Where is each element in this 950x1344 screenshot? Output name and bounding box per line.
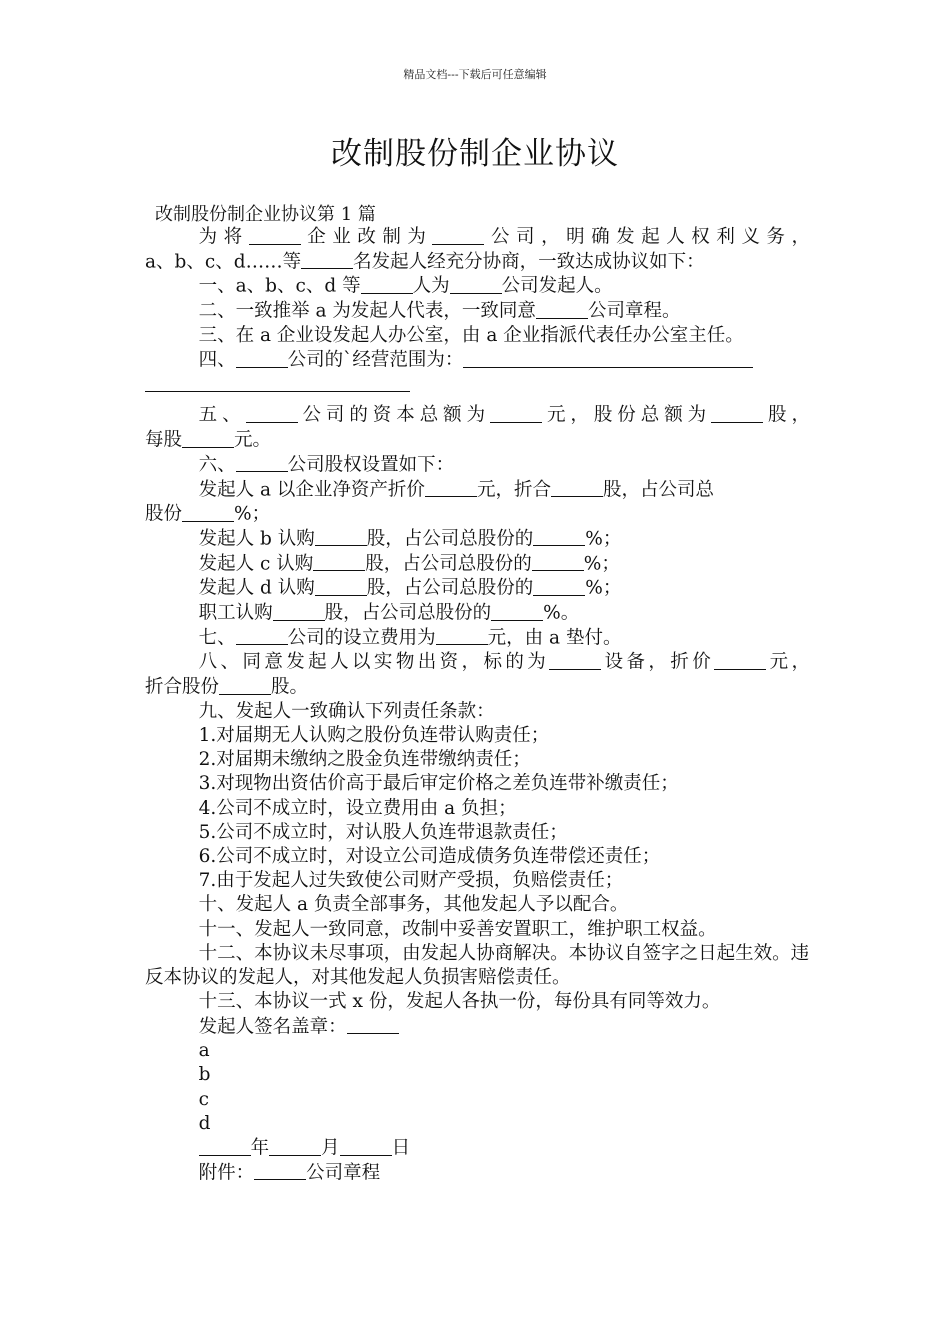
- intro-line-1: 为将 企业改制为 公司，明确发起人权利义务，: [198, 226, 810, 248]
- signatory-a: a: [198, 1040, 210, 1062]
- clause-9: 九、发起人一致确认下列责任条款：: [198, 700, 495, 722]
- clause-9-item-5: 5.公司不成立时，对认股人负连带退款责任；: [198, 821, 568, 843]
- blank: [236, 453, 288, 473]
- blank: [315, 576, 367, 596]
- blank: [532, 552, 584, 572]
- clause-6-c: 发起人 c 认购 股，占公司总股份的 %；: [198, 553, 620, 575]
- clause-6-a: 发起人 a 以企业净资产折价 元，折合 股，占公司总 股份 %；: [145, 479, 714, 525]
- clause-4-continuation: [145, 373, 810, 404]
- date-line: 年 月 日: [145, 1136, 810, 1161]
- clause-5: [145, 403, 810, 452]
- clause-5-line-1: 五、 公司的资本总额为 元，股份总额为 股，: [198, 404, 810, 426]
- blank: [236, 626, 288, 646]
- clause-4: 四、 公司的`经营范围为：: [145, 348, 810, 373]
- blank: [463, 348, 753, 368]
- document-title: 改制股份制企业协议: [331, 136, 619, 172]
- page-header: 精品文档---下载后可任意编辑: [403, 68, 547, 81]
- clause-9-item-1: 1.对届期无人认购之股份负连带认购责任；: [198, 725, 550, 747]
- clause-5-line-2: 每股 元。: [145, 429, 272, 451]
- signatory-b: b: [198, 1064, 211, 1086]
- blank: [711, 403, 763, 423]
- blank: [249, 225, 301, 245]
- blank: [145, 373, 410, 393]
- blank: [219, 675, 271, 695]
- blank: [549, 650, 601, 670]
- blank: [551, 478, 603, 498]
- blank: [340, 1136, 392, 1156]
- clause-6: 六、 公司股权设置如下：: [198, 454, 455, 476]
- intro-line-2: a、b、c、d……等 名发起人经充分协商，一致达成协议如下：: [145, 251, 705, 273]
- blank: [432, 225, 484, 245]
- clause-11: 十一、发起人一致同意，改制中妥善安置职工，维护职工权益。: [198, 918, 717, 940]
- section-subtitle: 改制股份制企业协议第 1 篇: [155, 204, 376, 225]
- clause-10: 十、发起人 a 负责全部事务，其他发起人予以配合。: [198, 894, 629, 916]
- attachment-line: 附件： 公司章程: [198, 1162, 381, 1184]
- clause-2: 二、一致推举 a 为发起人代表，一致同意 公司章程。: [198, 300, 681, 322]
- blank: [254, 1161, 306, 1181]
- blank: [361, 274, 413, 294]
- blank: [536, 299, 588, 319]
- blank: [236, 348, 288, 368]
- blank: [533, 576, 585, 596]
- blank: [490, 403, 542, 423]
- clause-9-item-4: 4.公司不成立时，设立费用由 a 负担；: [198, 797, 517, 819]
- blank: [199, 1136, 251, 1156]
- clause-6-staff: 职工认购 股，占公司总股份的 %。: [198, 602, 580, 624]
- blank: [450, 274, 502, 294]
- blank: [301, 250, 353, 270]
- blank: [182, 502, 234, 522]
- blank: [315, 527, 367, 547]
- blank: [491, 601, 543, 621]
- blank: [313, 552, 365, 572]
- blank: [273, 601, 325, 621]
- clause-12: 十二、本协议未尽事项，由发起人协商解决。本协议自签字之日起生效。违反本协议的发起人，对其他发起人负损害赔偿责任。: [145, 942, 810, 989]
- blank: [269, 1136, 321, 1156]
- document-body: [145, 225, 810, 1185]
- clause-9-item-3: 3.对现物出资估价高于最后审定价格之差负连带补缴责任；: [198, 773, 679, 795]
- clause-3: 三、在 a 企业设发起人办公室，由 a 企业指派代表任办公室主任。: [198, 324, 744, 346]
- blank: [425, 478, 477, 498]
- paragraph-intro: [145, 225, 810, 274]
- clause-6-d: 发起人 d 认购 股，占公司总股份的 %；: [198, 577, 622, 599]
- blank: [182, 428, 234, 448]
- clause-1: 一、a、b、c、d 等 人为 公司发起人。: [198, 275, 613, 297]
- signatory-d: d: [198, 1112, 211, 1134]
- blank: [714, 650, 766, 670]
- blank: [347, 1015, 399, 1035]
- clause-9-item-2: 2.对届期未缴纳之股金负连带缴纳责任；: [198, 749, 531, 771]
- blank: [436, 626, 488, 646]
- clause-8: 八、同意发起人以实物出资，标的为 设备，折价 元， 折合股份 股。: [145, 651, 810, 698]
- blank: [246, 403, 298, 423]
- clause-9-item-7: 7.由于发起人过失致使公司财产受损，负赔偿责任；: [198, 870, 624, 892]
- clause-7: 七、 公司的设立费用为 元，由 a 垫付。: [198, 627, 622, 649]
- blank: [533, 527, 585, 547]
- clause-9-item-6: 6.公司不成立时，对设立公司造成债务负连带偿还责任；: [198, 846, 661, 868]
- clause-13: 十三、本协议一式 x 份，发起人各执一份，每份具有同等效力。: [198, 991, 721, 1013]
- signature-line: 发起人签名盖章：: [145, 1015, 810, 1040]
- clause-6-b: 发起人 b 认购 股，占公司总股份的 %；: [198, 528, 622, 550]
- signatory-c: c: [198, 1088, 210, 1110]
